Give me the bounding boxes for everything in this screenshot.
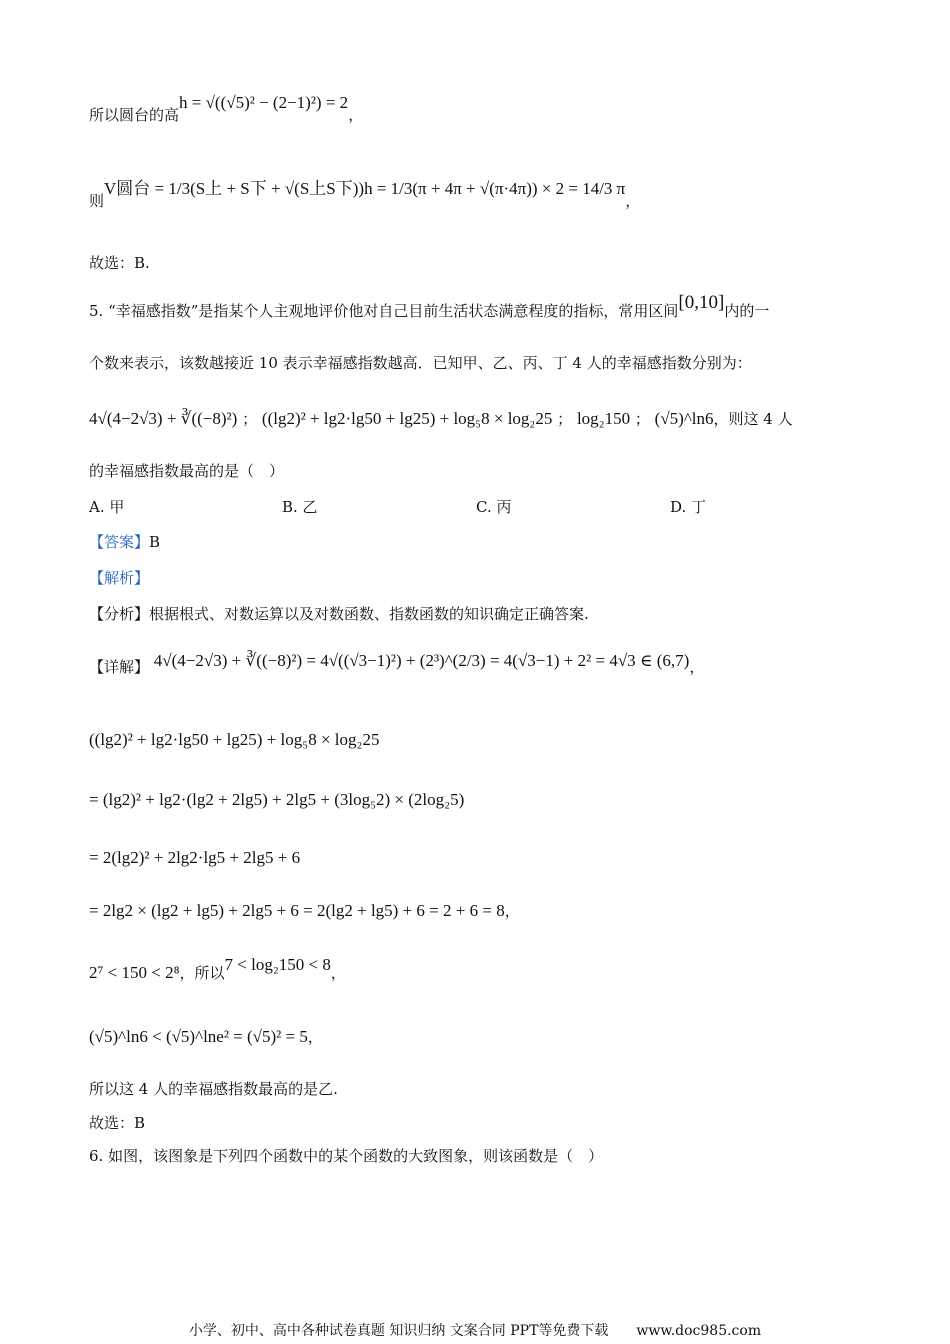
volume-line: 则V圆台 = 1/3(S上 + S下 + √(S上S下))h = 1/3(π + 4π + √(π·4π)) × 2 = 14/3 π， — [89, 179, 641, 210]
expr-yi: ((lg2)² + lg2·lg50 + lg25) + log₅8 × log₂25 — [261, 409, 553, 428]
height-line: 所以圆台的高h = √((√5)² − (2−1)²) = 2， — [89, 93, 364, 124]
fenxi-tag: 【分析】 — [89, 605, 150, 623]
ineq-log: 7 < log₂150 < 8 — [224, 955, 331, 974]
step-2: = (lg2)² + lg2·(lg2 + 2lg5) + 2lg5 + (3log₅2) × (2log₂5) — [89, 790, 465, 809]
power-compare-line: (√5)^ln6 < (√5)^lne² = (√5)² = 5， — [89, 1027, 323, 1046]
q5-expressions: 4√(4−2√3) + ∛((−8)²) ； ((lg2)² + lg2·lg50 + lg25) + log₅8 × log₂25 ； log₂150 ； (√5)^ln6，则这 4 人 — [89, 409, 793, 428]
q5-final: 所以这 4 人的幸福感指数最高的是乙. — [89, 1080, 338, 1098]
q4-conclusion: 故选：B. — [89, 254, 150, 272]
detail-line1: 【详解】 4√(4−2√3) + ∛((−8)²) = 4√((√3−1)²) + (2³)^(2/3) = 4(√3−1) + 2² = 4√3 ∈ (6,7)， — [89, 651, 705, 676]
fenxi-line — [89, 603, 589, 624]
ineq-power: 2⁷ < 150 < 2⁸ — [89, 963, 180, 982]
step-1: ((lg2)² + lg2·lg50 + lg25) + log₅8 × log₂25 — [89, 730, 380, 749]
q5-stem-line4: 的幸福感指数最高的是（ ） — [89, 462, 285, 480]
step-4: = 2lg2 × (lg2 + lg5) + 2lg5 + 6 = 2(lg2 + lg5) + 6 = 2 + 6 = 8， — [89, 901, 520, 920]
analysis-tag: 【解析】 — [89, 569, 150, 587]
height-formula: h = √((√5)² − (2−1)²) = 2 — [179, 93, 349, 112]
fenxi-text: 根据根式、对数运算以及对数函数、指数函数的知识确定正确答案. — [149, 605, 589, 623]
interval: [0,10] — [678, 292, 725, 313]
expr-jia: 4√(4−2√3) + ∛((−8)²) — [89, 409, 238, 428]
answer-value: B — [149, 533, 161, 551]
q5-stem-line1: 5. “幸福感指数”是指某个人主观地评价他对自己目前生活状态满意程度的指标，常用区间[0,10]内的一 — [89, 292, 770, 320]
answer-tag: 【答案】 — [89, 533, 150, 551]
footer-banner: 小学、初中、高中各种试卷真题 知识归纳 文案合同 PPT等免费下载 www.doc985.com — [188, 1323, 762, 1339]
detail-tag: 【详解】 — [89, 658, 150, 676]
volume-formula: V圆台 = 1/3(S上 + S下 + √(S上S下))h = 1/3(π + 4π + √(π·4π)) × 2 = 14/3 π — [104, 179, 626, 198]
option-d: D. 丁 — [670, 498, 707, 516]
q6-stem: 6. 如图，该图象是下列四个函数中的某个函数的大致图象，则该函数是（ ） — [89, 1147, 604, 1165]
inequality-line: 2⁷ < 150 < 2⁸，所以7 < log₂150 < 8， — [89, 955, 346, 982]
option-b: B. 乙 — [282, 498, 318, 516]
q5-conclusion: 故选：B — [89, 1114, 146, 1132]
step-3: = 2(lg2)² + 2lg2·lg5 + 2lg5 + 6 — [89, 848, 301, 867]
q5-stem-line2: 个数来表示，该数越接近 10 表示幸福感指数越高．已知甲、乙、丙、丁 4 人的幸福感指数分别为： — [89, 354, 752, 372]
option-a: A. 甲 — [89, 498, 125, 516]
detail-formula-1: 4√(4−2√3) + ∛((−8)²) = 4√((√3−1)²) + (2³)^(2/3) = 4(√3−1) + 2² = 4√3 ∈ (6,7) — [153, 651, 690, 670]
answer-line — [89, 531, 160, 552]
expr-bing: log₂150 — [576, 409, 631, 428]
option-c: C. 丙 — [476, 498, 512, 516]
expr-ding: (√5)^ln6 — [654, 409, 714, 428]
